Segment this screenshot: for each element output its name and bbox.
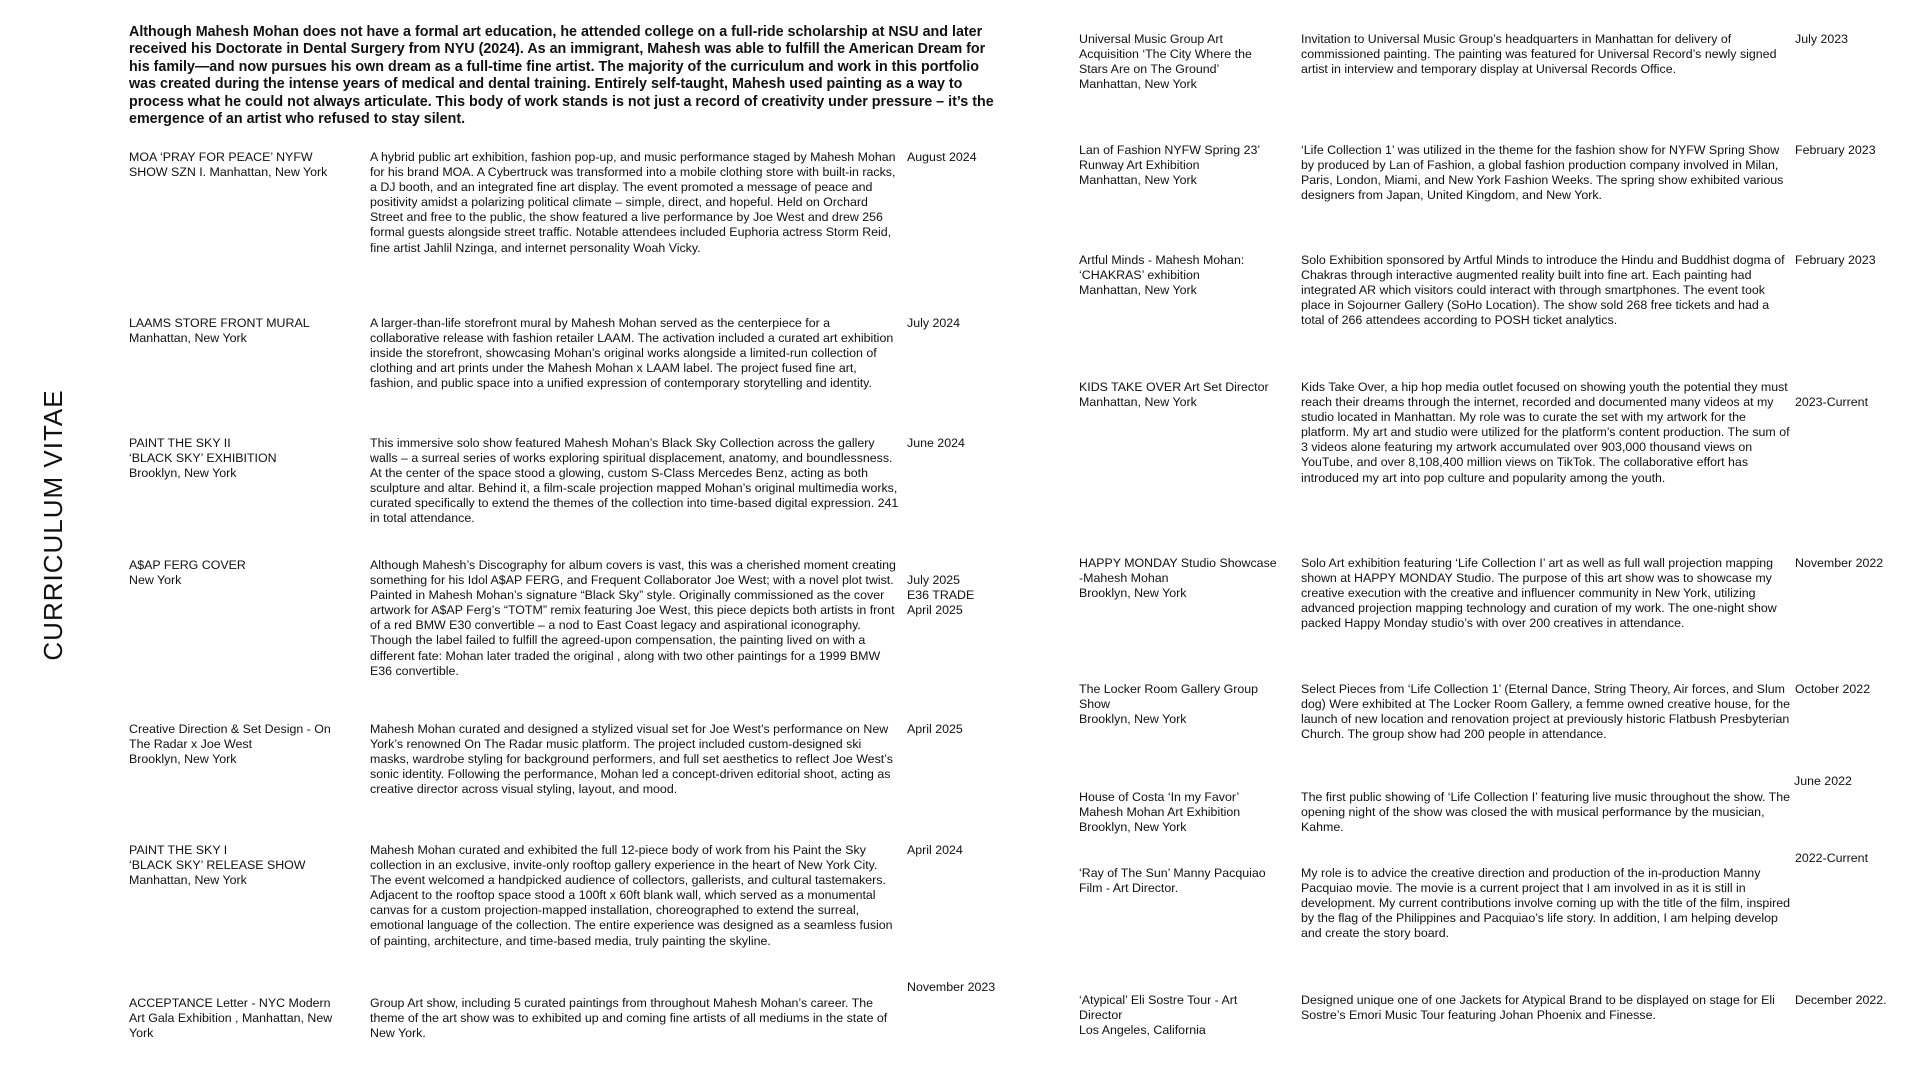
entry-description: Solo Exhibition sponsored by Artful Minds to introduce the Hindu and Buddhist dogma of Chakras through interactive augmented reality built into fine art. Each painting had integrated AR which visitors could interact with through smartphones. The event took place in Sojourner Gallery (SoHo Location). The show sold 268 free tickets and had a total of 266 attendees according to POSH ticket analytics. [1301, 253, 1785, 328]
entry-date: December 2022. [1795, 993, 1887, 1007]
entry-description: A larger-than-life storefront mural by Mahesh Mohan served as the centerpiece for a collaborative release with fashion retailer LAAM. The activation included a curated art exhibition inside the storefront, showcasing Mohan’s original works alongside a limited-run collection of clothing and art prints under the Mahesh Mohan x LAAM label. The project fused fine art, fashion, and public space into a unified expression of contemporary storytelling and identity. [370, 316, 894, 391]
entry-title: PAINT THE SKY II ‘BLACK SKY’ EXHIBITION Brooklyn, New York [129, 436, 277, 481]
entry-date: February 2023 [1795, 143, 1876, 157]
entry-title: Creative Direction & Set Design - On The Radar x Joe West Brooklyn, New York [129, 722, 331, 767]
entry-description: Mahesh Mohan curated and designed a stylized visual set for Joe West’s performance on New York’s renowned On The Radar music platform. The project included custom-designed ski masks, wardrobe styling for background performers, and full set aesthetics to reflect Joe West’s sonic identity. Following the performance, Mohan led a concept-driven editorial shoot, acting as creative director across visual styling, layout, and mood. [370, 722, 893, 797]
entry-title: Lan of Fashion NYFW Spring 23’ Runway Art Exhibition Manhattan, New York [1079, 143, 1261, 188]
entry-date: July 2024 [907, 316, 961, 330]
entry-date: April 2025 [907, 722, 963, 736]
entry-date: 2023-Current [1795, 395, 1869, 409]
entry-date: June 2022 [1794, 774, 1852, 788]
entry-title: House of Costa ‘In my Favor’ Mahesh Mohan Art Exhibition Brooklyn, New York [1079, 790, 1241, 835]
entry-date: July 2023 [1795, 32, 1849, 46]
entry-date: August 2024 [907, 150, 977, 164]
entry-date: April 2024 [907, 843, 963, 857]
entry-description: Designed unique one of one Jackets for Atypical Brand to be displayed on stage for Eli Sostre’s Emori Music Tour featuring Johan Phoenix and Finesse. [1301, 993, 1775, 1023]
entry-description: A hybrid public art exhibition, fashion pop-up, and music performance staged by Mahesh Mohan for his brand MOA. A Cybertruck was transformed into a mobile clothing store with built-in racks, a DJ booth, and an integrated fine art display. The event promoted a message of peace and positivity amidst a polarizing political climate – simple, direct, and hopeful. Held on Orchard Street and free to the public, the show featured a live performance by Joe West and drew 256 formal guests alongside street traffic. Notable attendees included Euphoria actress Storm Reid, fine artist Jahlil Nzinga, and internet personality Woah Vicky. [370, 150, 896, 255]
entry-date: February 2023 [1795, 253, 1876, 267]
entry-title: HAPPY MONDAY Studio Showcase -Mahesh Mohan Brooklyn, New York [1079, 556, 1277, 601]
entry-title: MOA ‘PRAY FOR PEACE’ NYFW SHOW SZN I. Manhattan, New York [129, 150, 328, 180]
entry-description: Invitation to Universal Music Group’s headquarters in Manhattan for delivery of commissioned painting. The painting was featured for Universal Record’s newly signed artist in interview and temporary display at Universal Records Office. [1301, 32, 1777, 77]
entry-title: The Locker Room Gallery Group Show Brooklyn, New York [1079, 682, 1259, 727]
entry-date: October 2022 [1795, 682, 1871, 696]
entry-title: A$AP FERG COVER New York [129, 558, 246, 588]
entry-title: ACCEPTANCE Letter - NYC Modern Art Gala Exhibition , Manhattan, New York [129, 996, 333, 1041]
entry-description: Mahesh Mohan curated and exhibited the full 12-piece body of work from his Paint the Sky collection in an exclusive, invite-only rooftop gallery experience in the heart of New York City. The event welcomed a handpicked audience of collectors, gallerists, and cultural tastemakers. Adjacent to the rooftop space stood a 100ft x 60ft blank wall, which served as a monumental canvas for a custom projection-mapped installation, choreographed to extend the surreal, emotional language of the collection. The entire experience was designed as a seamless fusion of painting, architecture, and time-based media, truly painting the skyline. [370, 843, 893, 948]
intro-paragraph: Although Mahesh Mohan does not have a formal art education, he attended college on a full-ride scholarship at NSU and later received his Doctorate in Dental Surgery from NYU (2024). As an immigrant, Mahesh was able to fulfill the American Dream for his family—and now pursues his own dream as a full-time fine artist. The majority of the curriculum and work in this portfolio was created during the intense years of medical and dental training. Entirely self-taught, Mahesh used painting as a way to process what he could not always articulate. This body of work stands is not just a record of creativity under pressure – it’s the emergence of an artist who refused to stay silent. [129, 24, 994, 128]
entry-description: My role is to advice the creative direction and production of the in-production Manny Pacquiao movie. The movie is a current project that I am involved in as it is still in development. My current contributions involve coming up with the title of the film, inspired by the flag of the Philippines and Pacquiao’s life story. In addition, I am helping develop and create the story board. [1301, 866, 1790, 941]
entry-description: This immersive solo show featured Mahesh Mohan’s Black Sky Collection across the gallery walls – a surreal series of works exploring spiritual displacement, anatomy, and boundlessness. At the center of the space stood a glowing, custom S-Class Mercedes Benz, acting as both sculpture and altar. Behind it, a film-scale projection mapped Mohan’s original multimedia works, curated specifically to extend the themes of the collection into time-based digital expression. 241 in total attendance. [370, 436, 899, 526]
entry-date: 2022-Current [1795, 851, 1869, 865]
entry-description: Solo Art exhibition featuring ‘Life Collection I’ art as well as full wall projection mapping shown at HAPPY MONDAY Studio. The purpose of this art show was to showcase my creative execution with the creative and influencer community in New York, utilizing advanced projection mapping technology and curation of my work. The one-night show packed Happy Monday studio’s with over 200 creatives in attendance. [1301, 556, 1777, 631]
entry-title: PAINT THE SKY I ‘BLACK SKY’ RELEASE SHOW Manhattan, New York [129, 843, 306, 888]
entry-title: Artful Minds - Mahesh Mohan: ‘CHAKRAS’ exhibition Manhattan, New York [1079, 253, 1245, 298]
entry-date: November 2023 [907, 980, 996, 994]
entry-description: Kids Take Over, a hip hop media outlet focused on showing youth the potential they must reach their dreams through the internet, recorded and documented many videos at my studio located in Manhattan. My role was to curate the set with my artwork for the platform. My art and studio were utilized for the platform’s content production. The sum of 3 videos alone featuring my artwork accumulated over 903,000 thousand views on YouTube, and over 8,108,400 million views on TikTok. The collaborative effort has introduced my art into pop culture and popularity among the youth. [1301, 380, 1790, 485]
entry-title: Universal Music Group Art Acquisition ‘The City Where the Stars Are on The Ground’ Manhattan, New York [1079, 32, 1252, 92]
entry-date: June 2024 [907, 436, 965, 450]
entry-title: KIDS TAKE OVER Art Set Director Manhattan, New York [1079, 380, 1269, 410]
entry-title: LAAMS STORE FRONT MURAL Manhattan, New York [129, 316, 310, 346]
entry-description: Group Art show, including 5 curated paintings from throughout Mahesh Mohan’s career. The theme of the art show was to exhibited up and coming fine artists of all mediums in the state of New York. [370, 996, 888, 1041]
entry-description: ‘Life Collection 1’ was utilized in the theme for the fashion show for NYFW Spring Show by produced by Lan of Fashion, a global fashion production company involved in Milan, Paris, London, Miami, and New York Fashion Weeks. The spring show exhibited various designers from Japan, United Kingdom, and New York. [1301, 143, 1784, 203]
curriculum-vitae-heading: CURRICULUM VITAE [38, 389, 68, 661]
entry-title: ‘Ray of The Sun’ Manny Pacquiao Film - Art Director. [1079, 866, 1266, 896]
entry-date: November 2022 [1795, 556, 1884, 570]
entry-description: Although Mahesh’s Discography for album covers is vast, this was a cherished moment creating something for his Idol A$AP FERG, and Frequent Collaborator Joe West; with a novel plot twist. Painted in Mahesh Mohan’s signature “Black Sky” style. Originally commissioned as the cover artwork for A$AP Ferg’s “TOTM” remix featuring Joe West, this piece depicts both artists in front of a red BMW E30 convertible – a nod to East Coast legacy and aspirational iconography. Though the label failed to fulfill the agreed-upon compensation, the painting lived on with a different fate: Mohan later traded the original , along with two other paintings for a 1999 BMW E36 convertible. [370, 558, 896, 678]
entry-title: ‘Atypical’ Eli Sostre Tour - Art Director Los Angeles, California [1079, 993, 1238, 1038]
entry-date: July 2025 E36 TRADE April 2025 [907, 573, 975, 618]
entry-description: The first public showing of ‘Life Collection I’ featuring live music throughout the show. The opening night of the show was closed the with musical performance by the musician, Kahme. [1301, 790, 1790, 835]
entry-description: Select Pieces from ‘Life Collection 1’ (Eternal Dance, String Theory, Air forces, and Slum dog) Were exhibited at The Locker Room Gallery, a femme owned creative house, for the launch of new location and renovation project at previously historic Flatbush Presbyterian Church. The group show had 200 people in attendance. [1301, 682, 1790, 742]
